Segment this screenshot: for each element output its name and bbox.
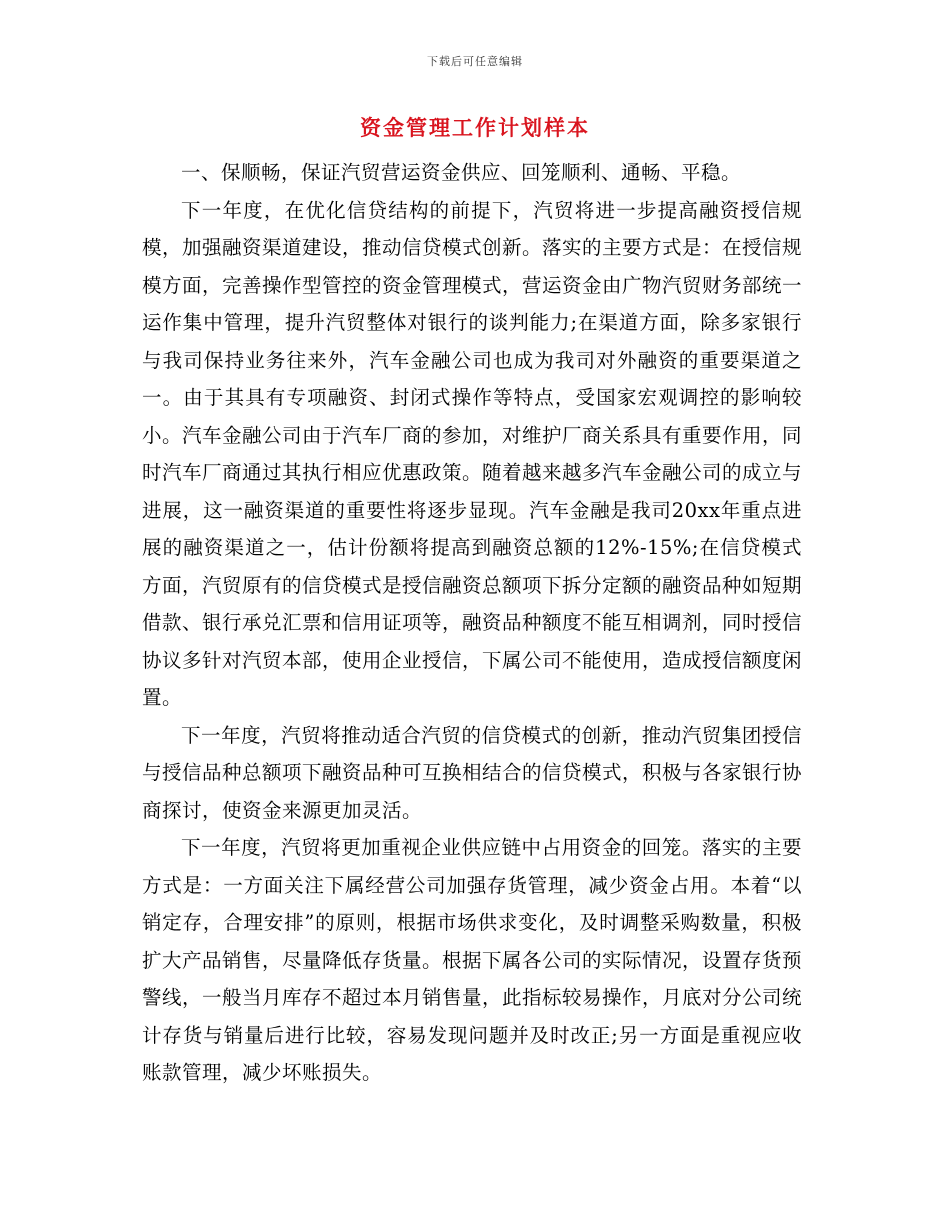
document-title: 资金管理工作计划样本 [360, 115, 590, 140]
paragraph-4: 下一年度，汽贸将更加重视企业供应链中占用资金的回笼。落实的主要方式是：一方面关注下属经营公司加强存货管理，减少资金占用。本着“以销定存，合理安排”的原则，根据市场供求变化，及时调整采购数量，积极扩大产品销售，尽量降低存货量。根据下属各公司的实际情况，设置存货预警线，一般当月库存不超过本月销售量，此指标较易操作，月底对分公司统计存货与销量后进行比较，容易发现问题并及时改正;另一方面是重视应收账款管理，减少坏账损失。 [142, 836, 803, 1084]
document-body [142, 154, 802, 1092]
paragraph-1: 一、保顺畅，保证汽贸营运资金供应、回笼顺利、通畅、平稳。 [181, 161, 742, 184]
paragraph-2: 下一年度，在优化信贷结构的前提下，汽贸将进一步提高融资授信规模，加强融资渠道建设，推动信贷模式创新。落实的主要方式是：在授信规模方面，完善操作型管控的资金管理模式，营运资金由广物汽贸财务部统一运作集中管理，提升汽贸整体对银行的谈判能力;在渠道方面，除多家银行与我司保持业务往来外，汽车金融公司也成为我司对外融资的重要渠道之一。由于其具有专项融资、封闭式操作等特点，受国家宏观调控的影响较小。汽车金融公司由于汽车厂商的参加，对维护厂商关系具有重要作用，同时汽车厂商通过其执行相应优惠政策。随着越来越多汽车金融公司的成立与进展，这一融资渠道的重要性将逐步显现。汽车金融是我司20xx年重点进展的融资渠道之一，估计份额将提高到融资总额的12%-15%;在信贷模式方面，汽贸原有的信贷模式是授信融资总额项下拆分定额的融资品种如短期借款、银行承兑汇票和信用证项等，融资品种额度不能互相调剂，同时授信协议多针对汽贸本部，使用企业授信，下属公司不能使用，造成授信额度闲置。 [142, 198, 803, 709]
header-note: 下载后可任意编辑 [427, 55, 523, 68]
paragraph-3: 下一年度，汽贸将推动适合汽贸的信贷模式的创新，推动汽贸集团授信与授信品种总额项下融资品种可互换相结合的信贷模式，积极与各家银行协商探讨，使资金来源更加灵活。 [142, 723, 803, 822]
